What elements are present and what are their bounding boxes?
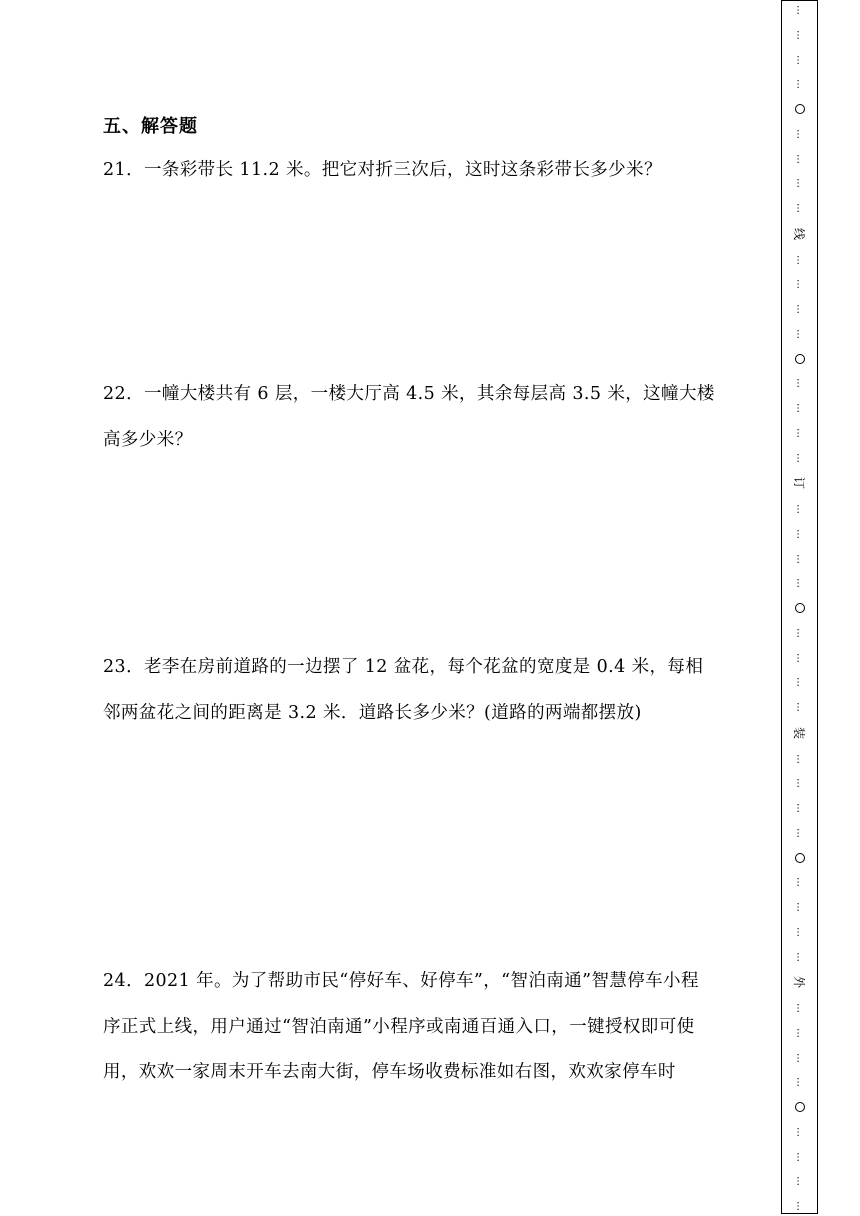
binding-char-mark: 装 [792, 726, 807, 739]
binding-dots: … [794, 877, 806, 888]
binding-dots: … [794, 1003, 806, 1013]
binding-circle-mark [795, 1102, 805, 1112]
question-text-line: 24．2021 年。为了帮助市民“停好车、好停车”，“智泊南通”智慧停车小程 [103, 971, 699, 991]
binding-circle-mark [795, 853, 805, 863]
binding-dots: … [794, 677, 806, 688]
binding-margin-marks [782, 5, 817, 1211]
binding-dots: … [794, 403, 806, 413]
question-text-line: 邻两盆花之间的距离是 3.2 米．道路长多少米？(道路的两端都摆放) [103, 703, 642, 723]
binding-dots: … [794, 1176, 806, 1187]
question-text-line: 高多少米？ [103, 430, 193, 450]
binding-dots: … [794, 902, 806, 912]
binding-dots: … [794, 753, 806, 764]
binding-dots: … [794, 254, 806, 265]
binding-margin [781, 0, 818, 1214]
binding-dots: … [794, 1077, 806, 1088]
binding-char-mark: 订 [792, 477, 807, 490]
binding-circle-mark [795, 354, 805, 364]
binding-dots: … [794, 279, 806, 290]
binding-dots: … [794, 627, 806, 638]
binding-dots: … [794, 5, 806, 15]
binding-dots: … [794, 1151, 806, 1162]
section-title: 五、解答题 [103, 116, 198, 137]
binding-circle-mark [795, 603, 805, 613]
binding-dots: … [794, 702, 806, 712]
binding-dots: … [794, 926, 806, 937]
binding-dots: … [794, 827, 806, 838]
binding-dots: … [794, 553, 806, 564]
binding-dots: … [794, 1052, 806, 1063]
binding-char-mark: 线 [792, 227, 807, 240]
binding-dots: … [794, 803, 806, 813]
binding-dots: … [794, 778, 806, 789]
binding-dots: … [794, 951, 806, 962]
binding-dots: … [794, 178, 806, 189]
binding-dots: … [794, 504, 806, 514]
question-text-line: 序正式上线，用户通过“智泊南通”小程序或南通百通入口，一键授权即可使 [103, 1017, 695, 1037]
binding-dots: … [794, 128, 806, 139]
question-text-line: 21．一条彩带长 11.2 米。把它对折三次后，这时这条彩带长多少米？ [103, 160, 662, 180]
binding-dots: … [794, 1126, 806, 1137]
question-text-line: 23．老李在房前道路的一边摆了 12 盆花，每个花盆的宽度是 0.4 米，每相 [103, 657, 704, 677]
binding-dots: … [794, 54, 806, 65]
binding-dots: … [794, 427, 806, 438]
binding-dots: … [794, 1201, 806, 1211]
binding-circle-mark [795, 104, 805, 114]
binding-dots: … [794, 378, 806, 389]
binding-dots: … [794, 203, 806, 213]
binding-dots: … [794, 328, 806, 339]
binding-dots: … [794, 452, 806, 463]
binding-dots: … [794, 528, 806, 539]
binding-dots: … [794, 578, 806, 589]
binding-char-mark: 外 [792, 976, 807, 989]
binding-dots: … [794, 304, 806, 314]
binding-dots: … [794, 1027, 806, 1038]
binding-dots: … [794, 153, 806, 164]
binding-dots: … [794, 652, 806, 663]
question-text-line: 用，欢欢一家周末开车去南大街，停车场收费标准如右图，欢欢家停车时 [103, 1062, 676, 1082]
binding-dots: … [794, 29, 806, 40]
question-text-line: 22．一幢大楼共有 6 层，一楼大厅高 4.5 米，其余每层高 3.5 米，这幢大楼 [103, 384, 715, 404]
binding-dots: … [794, 79, 806, 90]
